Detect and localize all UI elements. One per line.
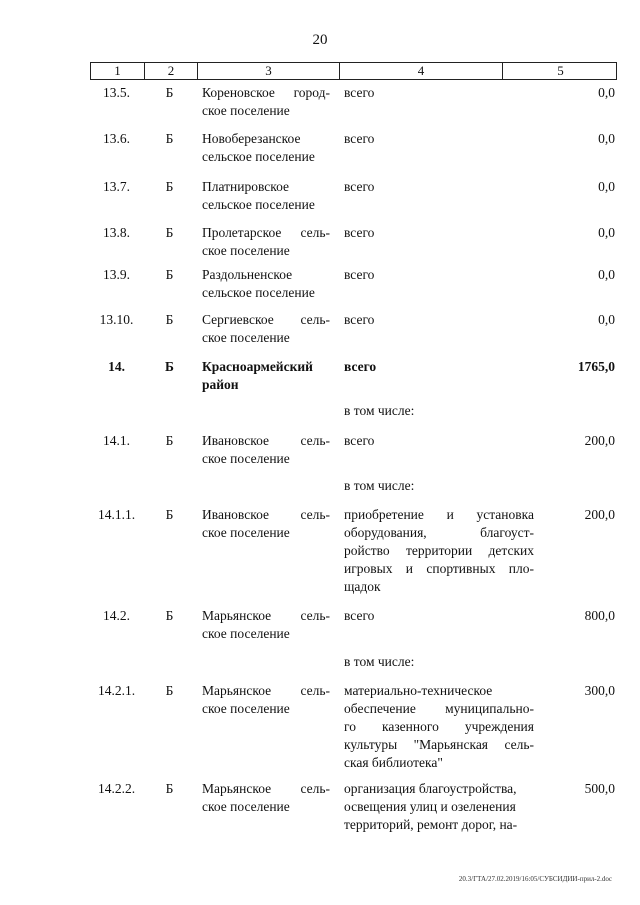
row-name: Ивановское сель- ское поселение <box>202 433 330 466</box>
row-number: 13.5. <box>103 85 130 100</box>
row-purpose: всего <box>344 179 375 194</box>
row-amount: 200,0 <box>584 507 615 522</box>
row-category: Б <box>165 131 174 146</box>
row-number: 13.6. <box>103 131 130 146</box>
row-category: Б <box>165 781 174 796</box>
including-label: в том числе: <box>344 403 415 418</box>
row-purpose: всего <box>344 225 375 240</box>
header-col-2: 2 <box>144 63 197 79</box>
row-purpose: организация благоустройства, освещения улиц и озеленения территорий, ремонт дорог, на- <box>344 781 518 832</box>
row-purpose: приобретение и установка оборудования, благоуст- ройство территории детских игровых и спортивных пло- щадок <box>344 507 534 594</box>
including-label: в том числе: <box>344 654 415 669</box>
row-name: Красноармейский район <box>202 359 313 392</box>
row-amount: 800,0 <box>584 608 615 623</box>
row-purpose: всего <box>344 608 375 623</box>
row-amount: 0,0 <box>598 225 615 240</box>
row-number: 14.1.1. <box>97 507 136 522</box>
row-number: 13.7. <box>103 179 130 194</box>
row-number: 13.8. <box>103 225 130 240</box>
header-col-1: 1 <box>114 63 121 78</box>
page-number: 20 <box>312 32 328 48</box>
row-purpose: всего <box>344 359 377 374</box>
row-category: Б <box>165 85 174 100</box>
row-purpose: всего <box>344 312 375 327</box>
row-number: 14.2.1. <box>97 683 136 698</box>
row-category: Б <box>165 433 174 448</box>
row-amount: 0,0 <box>598 85 615 100</box>
header-col-5: 5 <box>502 63 618 79</box>
row-amount: 500,0 <box>584 781 615 796</box>
row-name: Раздольненское сельское поселение <box>202 267 315 300</box>
row-amount: 0,0 <box>598 131 615 146</box>
row-category: Б <box>165 683 174 698</box>
row-amount: 0,0 <box>598 267 615 282</box>
including-label: в том числе: <box>344 478 415 493</box>
row-amount: 0,0 <box>598 179 615 194</box>
row-name: Платнировское сельское поселение <box>202 179 315 212</box>
row-purpose: всего <box>344 85 375 100</box>
row-number: 14.2.2. <box>97 781 136 796</box>
row-purpose: всего <box>344 267 375 282</box>
row-name: Кореновское город- ское поселение <box>202 85 330 118</box>
row-name: Новоберезанское сельское поселение <box>202 131 315 164</box>
row-name: Марьянское сель- ское поселение <box>202 683 330 716</box>
row-purpose: материально-техническое обеспечение муниципально- го казенного учреждения культуры "Марьянская сель- ская библиотека" <box>344 683 534 770</box>
row-category: Б <box>165 608 174 623</box>
row-category: Б <box>165 179 174 194</box>
row-name: Пролетарское сель- ское поселение <box>202 225 330 258</box>
row-category: Б <box>165 267 174 282</box>
row-number: 13.9. <box>103 267 130 282</box>
row-name: Марьянское сель- ское поселение <box>202 781 330 814</box>
row-number: 14.2. <box>103 608 130 623</box>
row-amount: 300,0 <box>584 683 615 698</box>
row-category: Б <box>165 507 174 522</box>
row-amount: 1765,0 <box>577 359 615 374</box>
row-name: Ивановское сель- ское поселение <box>202 507 330 540</box>
row-amount: 0,0 <box>598 312 615 327</box>
row-purpose: всего <box>344 433 375 448</box>
row-category: Б <box>165 359 174 374</box>
row-purpose: всего <box>344 131 375 146</box>
row-number: 14. <box>108 359 125 374</box>
table-header <box>90 62 617 80</box>
row-name: Марьянское сель- ское поселение <box>202 608 330 641</box>
footer-file-path: 20.3/ГТА/27.02.2019/16:05/СУБСИДИИ-прил-2.doc <box>458 875 612 883</box>
row-category: Б <box>165 312 174 327</box>
row-number: 14.1. <box>103 433 130 448</box>
header-col-4: 4 <box>339 63 502 79</box>
row-amount: 200,0 <box>584 433 615 448</box>
row-name: Сергиевское сель- ское поселение <box>202 312 330 345</box>
row-number: 13.10. <box>99 312 134 327</box>
header-col-3: 3 <box>197 63 339 79</box>
row-category: Б <box>165 225 174 240</box>
